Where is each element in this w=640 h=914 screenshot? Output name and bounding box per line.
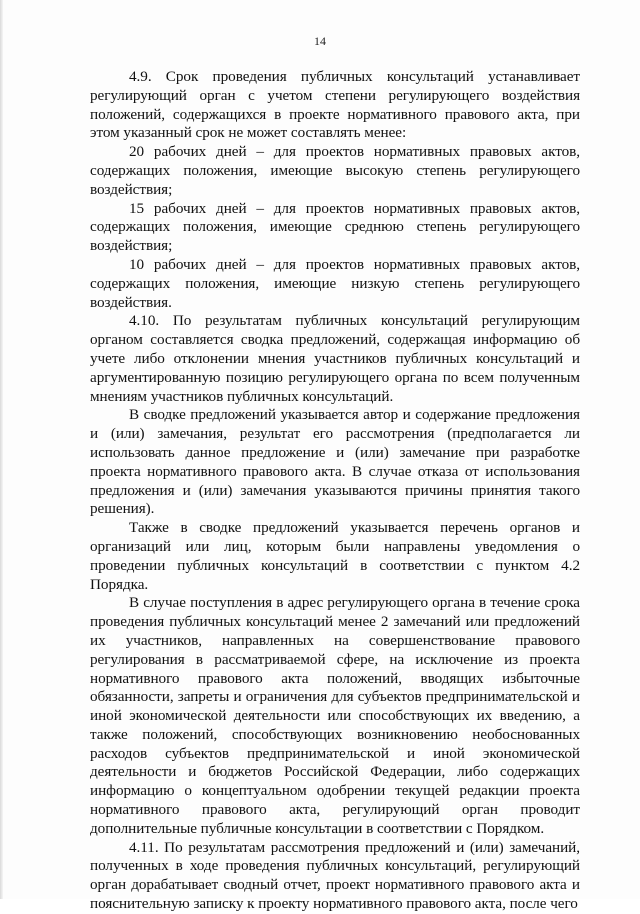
paragraph-4-11: 4.11. По результатам рассмотрения предложений и (или) замечаний, полученных в ходе проведения публичных консультаций, регулирующий орган дорабатывает сводный отчет, проект нормативного правового акта и пояснительную записку к проекту нормативного правового акта, после чего xyxy=(90,838,580,913)
scan-edge xyxy=(0,0,3,899)
paragraph-term-10-days: 10 рабочих дней – для проектов нормативных правовых актов, содержащих положения, имеющие низкую степень регулирующего воздействия. xyxy=(90,255,580,311)
paragraph-summary-author: В сводке предложений указывается автор и содержание предложения и (или) замечания, результат его рассмотрения (предполагается ли использовать данное предложение и (или) замечание при разработке проекта нормативного правового акта. В случае отказа от использования предложения и (или) замечания указываются причины принятия такого решения). xyxy=(90,406,580,518)
paragraph-additional-consultations: В случае поступления в адрес регулирующего органа в течение срока проведения публичных консультаций менее 2 замечаний или предложений их участников, направленных на совершенствование правового регулирования в рассматриваемой сфере, на исключение из проекта нормативного правового акта положений, вводящих избыточные обязанности, запреты и ограничения для субъектов предпринимательской и иной экономической деятельности или способствующих их введению, а также положений, способствующих возникновению необоснованных расходов субъектов предпринимательской и иной экономической деятельности и бюджетов Российской Федерации, либо содержащих информацию о концептуальном одобрении текущей редакции проекта нормативного правового акта, регулирующий орган проводит дополнительные публичные консультации в соответствии с Порядком. xyxy=(90,594,580,837)
paragraph-4-9: 4.9. Срок проведения публичных консультаций устанавливает регулирующий орган с учетом степени регулирующего воздействия положений, содержащихся в проекте нормативного правового акта, при этом указанный срок не может составлять менее: xyxy=(90,68,580,142)
paragraph-summary-recipients: Также в сводке предложений указывается перечень органов и организаций или лиц, которым были направлены уведомления о проведении публичных консультаций в соответствии с пунктом 4.2 Порядка. xyxy=(90,519,580,593)
paragraph-term-20-days: 20 рабочих дней – для проектов нормативных правовых актов, содержащих положения, имеющие высокую степень регулирующего воздействия; xyxy=(90,143,580,198)
paragraph-term-15-days: 15 рабочих дней – для проектов нормативных правовых актов, содержащих положения, имеющие среднюю степень регулирующего воздействия; xyxy=(90,199,580,255)
page-number: 14 xyxy=(314,34,326,48)
paragraph-4-10: 4.10. По результатам публичных консультаций регулирующим органом составляется сводка предложений, содержащая информацию об учете либо отклонении мнения участников публичных консультаций и аргументированную позицию регулирующего органа по всем полученным мнениям участников публичных консультаций. xyxy=(90,312,580,405)
document-body xyxy=(90,68,580,914)
